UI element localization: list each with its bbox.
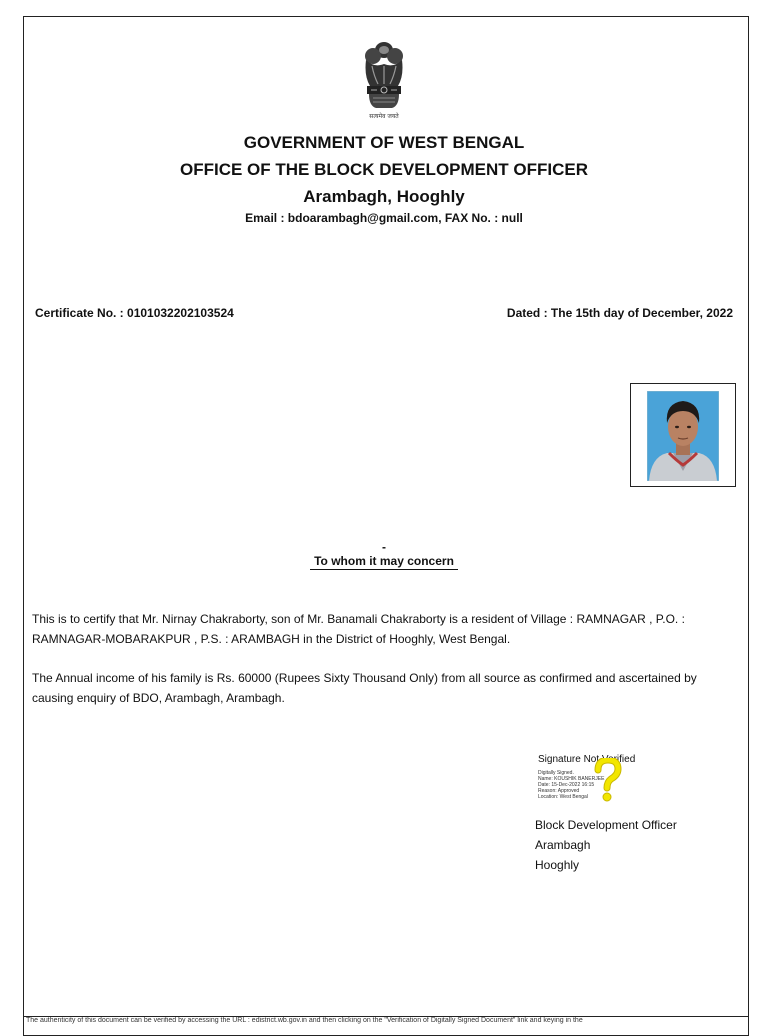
officer-title: Block Development Officer [535, 818, 677, 832]
contact-line: Email : bdoarambagh@gmail.com, FAX No. : null [245, 211, 523, 225]
location-heading: Arambagh, Hooghly [303, 187, 465, 206]
certificate-date: Dated : The 15th day of December, 2022 [506, 306, 733, 320]
emblem-caption: सत्यमेव जयते [369, 113, 399, 120]
certificate-paragraph-residence: This is to certify that Mr. Nirnay Chakraborty, son of Mr. Banamali Chakraborty is a resident of Village : RAMNAGAR , P.O. : RAMNAGAR-MOBARAKPUR , P.S. : ARAMBAGH in the District of Hooghly, West Bengal. [32, 612, 685, 646]
subject-dash: - [382, 540, 386, 554]
applicant-photo [630, 383, 736, 487]
signature-detail-line: Reason: Approved [538, 788, 580, 794]
certificate-paragraph-income: The Annual income of his family is Rs. 60000 (Rupees Sixty Thousand Only) from all source as confirmed and ascertained by causing enquiry of BDO, Arambagh, Arambagh. [32, 671, 697, 705]
officer-district: Hooghly [535, 858, 580, 872]
signature-detail-line: Date: 15-Dec-2022 16:15 [538, 782, 595, 788]
signature-detail-line: Digitally Signed. [538, 770, 574, 776]
digital-signature-block [538, 754, 698, 804]
subject-heading-text: To whom it may concern [310, 554, 458, 570]
government-heading: GOVERNMENT OF WEST BENGAL [243, 133, 525, 152]
signature-status: Signature Not Verified [538, 754, 636, 765]
certificate-number: Certificate No. : 0101032202103524 [35, 306, 234, 320]
officer-designation [535, 815, 677, 875]
signature-detail-line: Name: KOUSHIK BANERJEE [538, 776, 605, 782]
officer-block: Arambagh [535, 838, 591, 852]
signature-detail-line: Location: West Bengal [538, 794, 588, 800]
office-heading: OFFICE OF THE BLOCK DEVELOPMENT OFFICER [180, 160, 588, 179]
person-photo-icon [647, 391, 719, 481]
national-emblem-icon [356, 40, 412, 122]
verification-footer: The authenticity of this document can be verified by accessing the URL : edistrict.wb.gov.in and then clicking on the "Verification of Digitally Signed Document" link and keying in the [26, 1017, 583, 1024]
question-mark-icon [592, 758, 622, 802]
subject-heading [0, 554, 768, 570]
